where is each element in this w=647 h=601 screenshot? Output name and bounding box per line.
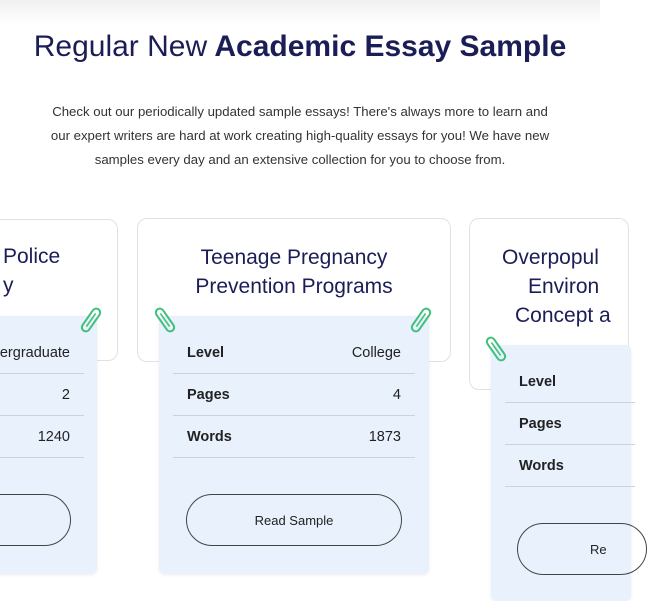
card-title-line: y: [3, 274, 14, 297]
detail-row-words: [173, 416, 415, 458]
card-title: [138, 243, 450, 301]
sample-details: [491, 345, 631, 601]
card-title-line: Environ: [528, 275, 600, 298]
detail-row-level: [505, 361, 635, 403]
detail-value: ergraduate: [0, 345, 70, 361]
detail-label: Words: [187, 429, 232, 445]
paperclip-icon: [414, 306, 428, 334]
page-title-light: Regular New: [33, 30, 208, 63]
detail-label: Pages: [519, 416, 562, 432]
read-sample-button[interactable]: [0, 494, 71, 546]
detail-label: Pages: [187, 387, 230, 403]
detail-row-level: [173, 332, 415, 374]
paperclip-icon: [84, 306, 98, 334]
read-sample-button[interactable]: Read Sample: [186, 494, 402, 546]
card-title-line: Teenage Pregnancy: [200, 246, 388, 269]
detail-value: 2: [61, 387, 70, 403]
detail-row-level: [0, 332, 84, 374]
page-title-bold: Academic Essay Sample: [214, 30, 567, 63]
paperclip-icon: [158, 306, 172, 334]
detail-label: Words: [519, 458, 564, 474]
card-title-line: Overpopul: [502, 246, 599, 269]
card-title: [502, 243, 628, 330]
detail-row-pages: [173, 374, 415, 416]
intro-line: our expert writers are hard at work creating high-quality essays for you! We have new: [50, 128, 550, 143]
read-sample-button[interactable]: Re: [517, 523, 647, 575]
intro-line: Check out our periodically updated sample essays! There's always more to learn and: [52, 104, 548, 119]
intro-text: [30, 100, 570, 172]
detail-value: 1873: [368, 429, 401, 445]
card-title: [3, 242, 117, 300]
intro-line: samples every day and an extensive collection for you to choose from.: [94, 152, 506, 167]
detail-label: Level: [187, 345, 225, 361]
detail-row-pages: [0, 374, 84, 416]
detail-label: Level: [519, 374, 557, 390]
sample-details: [159, 316, 429, 574]
sample-details: [0, 316, 97, 574]
page-title: [0, 30, 600, 64]
detail-row-pages: [505, 403, 635, 445]
detail-value: 1240: [37, 429, 70, 445]
card-title-line: Concept a: [515, 304, 611, 327]
detail-value: 4: [392, 387, 401, 403]
card-title-line: Prevention Programs: [195, 275, 393, 298]
top-shadow: [0, 0, 600, 24]
paperclip-icon: [489, 335, 503, 363]
detail-value: College: [351, 345, 401, 361]
detail-row-words: [505, 445, 635, 487]
card-title-line: Police: [3, 245, 61, 268]
detail-row-words: [0, 416, 84, 458]
